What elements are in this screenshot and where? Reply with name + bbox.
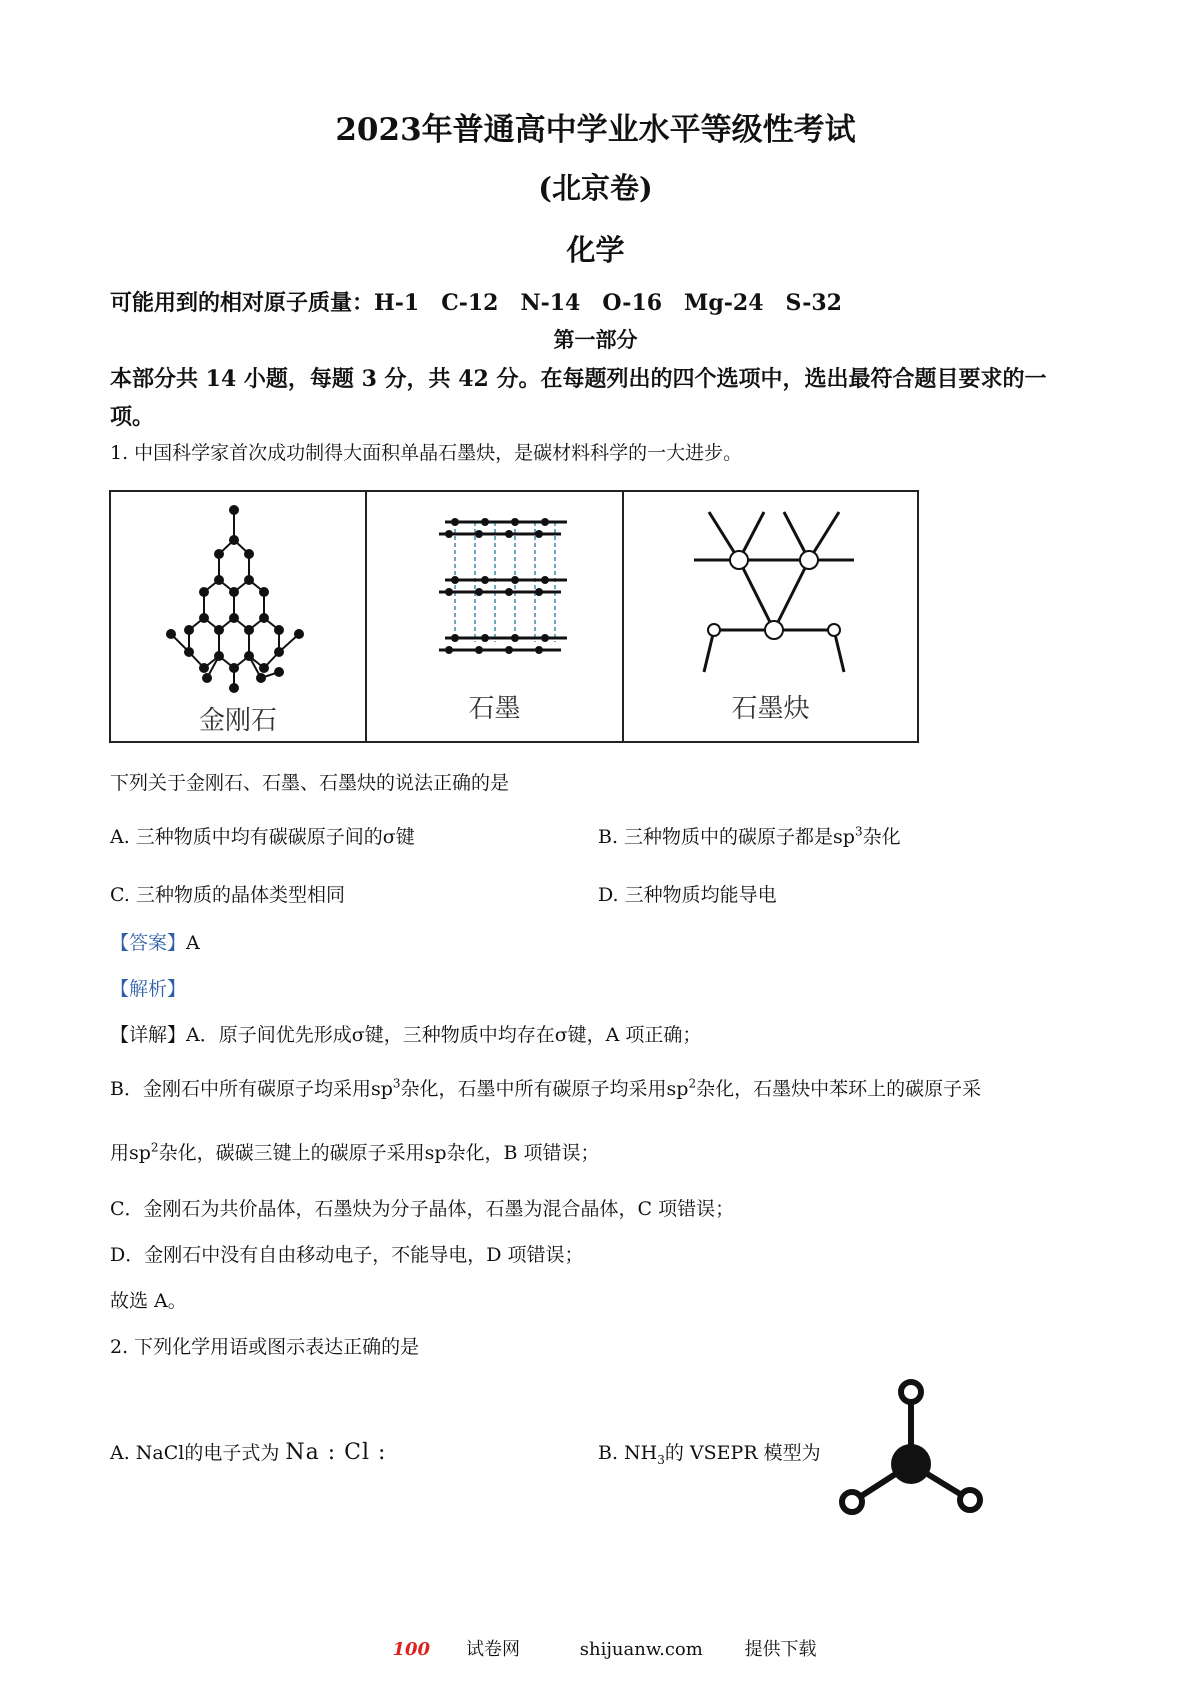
q1-answer: 【答案】A (110, 932, 200, 954)
footer (0, 1635, 1191, 1661)
q2-option-b: B. $NH_3$的 VSEPR 模型为 (598, 1442, 821, 1467)
q1-option-c: C. 三种物质的晶体类型相同 (110, 884, 345, 906)
q2-stem: 2. 下列化学用语或图示表达正确的是 (110, 1336, 420, 1358)
caption-graphdiyne: 石墨炔 (731, 694, 810, 724)
caption-diamond: 金刚石 (198, 706, 277, 736)
graphdiyne-cell (622, 492, 917, 741)
q1-stem: 1. 中国科学家首次成功制得大面积单晶石墨炔，是碳材料科学的一大进步。 (110, 442, 743, 464)
q1-analysis-label: 【解析】 (110, 978, 187, 1000)
q1-figure-table (109, 490, 919, 743)
footer-url[interactable]: shijuanw.com (579, 1639, 703, 1660)
exam-title: 2023年普通高中学业水平等级性考试 (335, 112, 856, 148)
part-heading: 第一部分 (553, 327, 638, 352)
q1-detail-c: C．金刚石为共价晶体，石墨炔为分子晶体，石墨为混合晶体，C 项错误； (110, 1198, 735, 1220)
q1-detail-d: D．金刚石中没有自由移动电子，不能导电，D 项错误； (110, 1244, 584, 1266)
exam-subtitle: (北京卷) (538, 171, 653, 205)
q1-conclusion: 故选 A。 (110, 1290, 187, 1312)
q1-option-d: D. 三种物质均能导电 (598, 884, 777, 906)
q1-detail-a: 【详解】A．原子间优先形成σ键，三种物质中均存在σ键，A 项正确； (110, 1024, 702, 1046)
nh3-vsepr-model-icon (830, 1372, 990, 1532)
q1-option-b: B. 三种物质中的碳原子都是$sp^3$杂化 (598, 824, 901, 848)
q2-option-a: A. NaCl的电子式为 Na : Cl : (110, 1440, 387, 1465)
caption-graphite: 石墨 (468, 694, 521, 724)
graphite-structure-icon (367, 492, 624, 692)
q1-question: 下列关于金刚石、石墨、石墨炔的说法正确的是 (110, 772, 510, 794)
instructions: 本部分共 14 小题，每题 3 分，共 42 分。在每题列出的四个选项中，选出最符合题目要求的一项。 (110, 366, 1047, 430)
graphdiyne-structure-icon (624, 492, 919, 692)
q1-option-a: A. 三种物质中均有碳碳原子间的σ键 (110, 826, 415, 848)
diamond-cell (111, 492, 365, 741)
footer-note: 提供下载 (744, 1639, 817, 1660)
footer-site[interactable]: 100 试卷网 (392, 1639, 521, 1660)
atomic-masses: 可能用到的相对原子质量：H-1 C-12 N-14 O-16 Mg-24 S-32 (110, 290, 842, 316)
subject-title: 化学 (566, 233, 625, 267)
q1-detail-b2: 用$sp^2$杂化，碳碳三键上的碳原子采用sp杂化，B 项错误； (110, 1140, 600, 1164)
q1-detail-b1: B．金刚石中所有碳原子均采用$sp^3$杂化，石墨中所有碳原子均采用$sp^2$杂化，石墨炔中苯环上的碳原子采 (110, 1076, 982, 1100)
graphite-cell (365, 492, 622, 741)
logo-icon: 100 (392, 1639, 431, 1660)
